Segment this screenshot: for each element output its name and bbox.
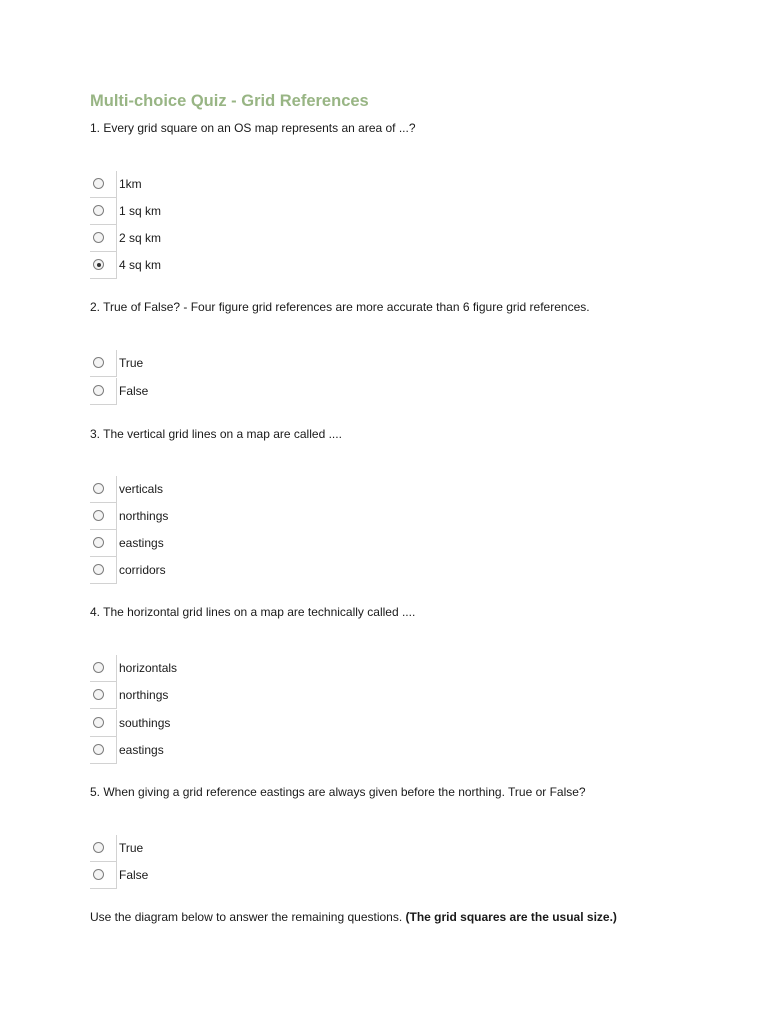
question-3-text: 3. The vertical grid lines on a map are called ....	[90, 427, 342, 441]
option-label: False	[119, 868, 149, 882]
radio-cell	[90, 198, 117, 225]
radio-cell	[90, 835, 117, 862]
option-label: eastings	[119, 743, 164, 757]
option-label: False	[119, 384, 149, 398]
radio-button[interactable]	[93, 717, 104, 728]
option-label: southings	[119, 716, 171, 730]
q5-option-1[interactable]	[90, 835, 290, 862]
radio-cell	[90, 171, 117, 198]
radio-button[interactable]	[93, 744, 104, 755]
option-label: 1 sq km	[119, 204, 162, 218]
radio-button[interactable]	[93, 842, 104, 853]
radio-button[interactable]	[93, 869, 104, 880]
radio-cell	[90, 225, 117, 252]
radio-cell	[90, 252, 117, 279]
option-label: horizontals	[119, 661, 178, 675]
option-label: 2 sq km	[119, 231, 162, 245]
instruction-bold: (The grid squares are the usual size.)	[405, 910, 617, 924]
radio-cell	[90, 476, 117, 503]
q1-option-1[interactable]	[90, 171, 290, 198]
radio-button[interactable]	[93, 662, 104, 673]
radio-button[interactable]	[93, 689, 104, 700]
q3-option-1[interactable]	[90, 476, 290, 503]
instruction-text	[90, 909, 617, 925]
question-1-text: 1. Every grid square on an OS map represents an area of ...?	[90, 121, 416, 135]
radio-cell	[90, 737, 117, 764]
question-2-text: 2. True of False? - Four figure grid references are more accurate than 6 figure grid references.	[90, 300, 590, 314]
q2-option-1[interactable]	[90, 350, 290, 377]
radio-cell	[90, 378, 117, 405]
option-label: verticals	[119, 482, 164, 496]
q2-option-2[interactable]	[90, 378, 290, 405]
q5-option-2[interactable]	[90, 862, 290, 889]
instruction-plain: Use the diagram below to answer the remaining questions.	[90, 910, 406, 924]
radio-cell	[90, 710, 117, 737]
radio-button[interactable]	[93, 385, 104, 396]
q4-option-1[interactable]	[90, 655, 290, 682]
radio-cell	[90, 503, 117, 530]
q3-option-3[interactable]	[90, 530, 290, 557]
q4-option-3[interactable]	[90, 710, 290, 737]
radio-cell	[90, 557, 117, 584]
option-label: True	[119, 841, 144, 855]
q4-option-2[interactable]	[90, 682, 290, 709]
radio-button[interactable]	[93, 483, 104, 494]
radio-button[interactable]	[93, 357, 104, 368]
q1-option-4[interactable]	[90, 252, 290, 279]
option-label: True	[119, 356, 144, 370]
option-label: corridors	[119, 563, 166, 577]
option-label: eastings	[119, 536, 164, 550]
q4-option-4[interactable]	[90, 737, 290, 764]
radio-cell	[90, 530, 117, 557]
radio-cell	[90, 862, 117, 889]
option-label: northings	[119, 688, 169, 702]
radio-cell	[90, 682, 117, 709]
option-label: 4 sq km	[119, 258, 162, 272]
question-5-text: 5. When giving a grid reference eastings are always given before the northing. True or False?	[90, 785, 586, 799]
radio-button[interactable]	[93, 205, 104, 216]
radio-button[interactable]	[93, 537, 104, 548]
q3-option-2[interactable]	[90, 503, 290, 530]
option-label: 1km	[119, 177, 142, 191]
radio-cell	[90, 350, 117, 377]
radio-button[interactable]	[93, 510, 104, 521]
radio-button[interactable]	[93, 178, 104, 189]
question-4-text: 4. The horizontal grid lines on a map are technically called ....	[90, 605, 416, 619]
page-title: Multi-choice Quiz - Grid References	[90, 92, 369, 110]
radio-cell	[90, 655, 117, 682]
radio-button-selected[interactable]	[93, 259, 104, 270]
q1-option-3[interactable]	[90, 225, 290, 252]
q1-option-2[interactable]	[90, 198, 290, 225]
q3-option-4[interactable]	[90, 557, 290, 584]
radio-button[interactable]	[93, 232, 104, 243]
radio-button[interactable]	[93, 564, 104, 575]
option-label: northings	[119, 509, 169, 523]
